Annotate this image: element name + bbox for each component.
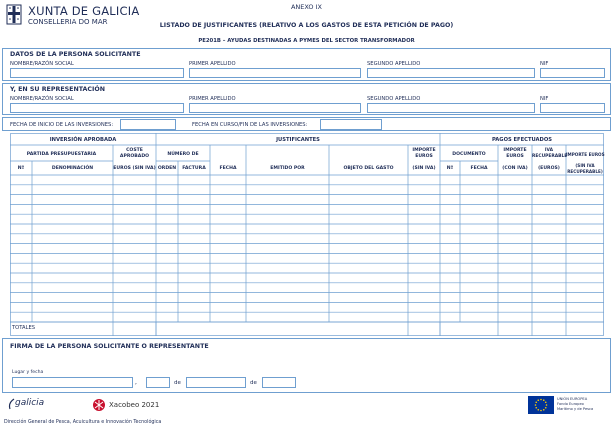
importe-pay-header-2: EUROS <box>506 154 524 159</box>
document-subtitle: PE201B – AYUDAS DESTINADAS A PYMES DEL SECTOR TRANSFORMADOR <box>198 38 415 44</box>
group-payments-header: PAGOS EFECTUADOS <box>491 137 553 143</box>
place-field[interactable] <box>12 377 133 388</box>
direction-footer: Dirección General de Pesca, Acuicultura e Innovación Tecnológica <box>4 420 162 425</box>
representative-section-title: Y, EN SU REPRESENTACIÓN <box>10 86 105 93</box>
representative-name-field[interactable] <box>10 103 184 113</box>
eu-star-icon <box>545 407 547 409</box>
col-sin-iva-rec-header-1: (SIN IVA <box>575 163 595 168</box>
applicant-surname2-field[interactable] <box>367 68 535 78</box>
representative-surname1-field[interactable] <box>189 103 361 113</box>
applicant-surname1-label: PRIMER APELLIDO <box>189 61 236 67</box>
xacobeo-shell-icon <box>92 398 106 412</box>
eu-star-icon <box>535 407 537 409</box>
importe-pay-header-1: IMPORTE <box>503 148 527 153</box>
eu-star-icon <box>535 404 537 406</box>
applicant-name-label: NOMBRE/RAZÓN SOCIAL <box>10 61 74 67</box>
eu-star-icon <box>543 399 545 401</box>
col-con-iva-header: (CON IVA) <box>502 166 528 171</box>
eu-star-icon <box>540 410 542 412</box>
iva-header-2: RECUPERABLE <box>532 154 568 159</box>
eu-line-1: UNIÓN EUROPEA <box>557 397 588 401</box>
org-name: XUNTA DE GALICIA <box>28 4 140 18</box>
col-sin-iva-rec-header-2: RECUPERABLE) <box>567 169 603 174</box>
documento-header: DOCUMENTO <box>452 152 486 157</box>
representative-surname2-label: SEGUNDO APELLIDO <box>367 96 421 102</box>
table-border <box>11 134 604 336</box>
applicant-surname1-field[interactable] <box>189 68 361 78</box>
annex-label: ANEXO IX <box>290 3 322 11</box>
eu-line-2: Fondo Europeo <box>557 402 584 406</box>
eu-line-3: Marítimo y de Pesca <box>557 407 594 411</box>
year-field[interactable] <box>262 377 296 388</box>
document-title: LISTADO DE JUSTIFICANTES (RELATIVO A LOS GASTOS DE ESTA PETICIÓN DE PAGO) <box>159 22 454 29</box>
partida-header: PARTIDA PRESUPUESTARIA <box>26 152 97 157</box>
applicant-name-field[interactable] <box>10 68 184 78</box>
de-separator-1: de <box>174 380 181 386</box>
xacobeo-logo <box>92 398 172 412</box>
representative-nif-field[interactable] <box>540 103 605 113</box>
col-euros-header: (EUROS) <box>538 166 560 171</box>
comma-separator: , <box>135 379 137 386</box>
group-investment-header: INVERSIÓN APROBADA <box>49 137 117 143</box>
col-euros-sin-iva-header: EUROS (SIN IVA) <box>113 166 156 171</box>
coste-header-2: APROBADO <box>119 154 150 159</box>
col-fecha-header: FECHA <box>219 166 237 171</box>
xacobeo-text: Xacobeo 2021 <box>109 401 160 409</box>
eu-star-icon <box>540 399 542 401</box>
representative-surname2-field[interactable] <box>367 103 535 113</box>
end-date-label: FECHA EN CURSO/FIN DE LAS INVERSIONES: <box>192 122 308 128</box>
col-emitido-header: EMITIDO POR <box>270 166 305 171</box>
signature-section <box>2 338 611 393</box>
receipts-table <box>10 133 604 336</box>
iva-header-1: IVA <box>544 148 554 153</box>
eu-star-icon <box>537 409 539 411</box>
applicant-nif-field[interactable] <box>540 68 605 78</box>
dept-name: CONSELLERIA DO MAR <box>28 18 108 26</box>
applicant-section <box>2 48 611 81</box>
dates-section <box>2 117 611 131</box>
start-date-field[interactable] <box>120 119 176 130</box>
eu-star-icon <box>546 404 548 406</box>
end-date-field[interactable] <box>320 119 382 130</box>
importe-header-1: IMPORTE <box>412 148 436 153</box>
coste-header-1: COSTE <box>126 148 143 153</box>
col-factura-header: FACTURA <box>182 166 206 171</box>
applicant-nif-label: NIF <box>540 61 549 67</box>
col-objeto-header: OBJETO DEL GASTO <box>343 166 394 171</box>
representative-nif-label: NIF <box>540 96 549 102</box>
representative-surname1-label: PRIMER APELLIDO <box>189 96 236 102</box>
start-date-label: FECHA DE INICIO DE LAS INVERSIONES: <box>10 122 114 128</box>
eu-logo <box>528 396 608 414</box>
eu-star-icon <box>537 399 539 401</box>
eu-flag-icon <box>528 396 554 414</box>
day-field[interactable] <box>146 377 170 388</box>
place-date-label: Lugar y fecha <box>12 370 44 375</box>
applicant-section-title: DATOS DE LA PERSONA SOLICITANTE <box>10 51 141 58</box>
col-sin-iva-header: (SIN IVA) <box>412 166 436 171</box>
col-n-header: Nº <box>17 166 25 171</box>
importe-euros-header: IMPORTE EUROS <box>566 152 605 157</box>
month-field[interactable] <box>186 377 246 388</box>
signature-section-title: FIRMA DE LA PERSONA SOLICITANTE O REPRESENTANTE <box>10 343 209 350</box>
applicant-surname2-label: SEGUNDO APELLIDO <box>367 61 421 67</box>
totals-label: TOTALES <box>12 325 36 331</box>
eu-star-icon <box>545 401 547 403</box>
importe-header-2: EUROS <box>415 154 433 159</box>
receipts-grid <box>10 133 604 336</box>
representative-name-label: NOMBRE/RAZÓN SOCIAL <box>10 96 74 102</box>
galicia-logo-text: galicia <box>15 398 45 408</box>
de-separator-2: de <box>250 380 257 386</box>
representative-section <box>2 83 611 115</box>
col-pay-n-header: Nº <box>446 166 454 171</box>
group-receipts-header: JUSTIFICANTES <box>276 137 320 143</box>
eu-star-icon <box>535 401 537 403</box>
col-pay-fecha-header: FECHA <box>470 166 488 171</box>
col-denominacion-header: DENOMINACIÓN <box>51 166 94 171</box>
col-orden-header: ORDEN <box>157 166 177 171</box>
numero-de-header: NÚMERO DE <box>167 152 199 157</box>
eu-star-icon <box>543 409 545 411</box>
